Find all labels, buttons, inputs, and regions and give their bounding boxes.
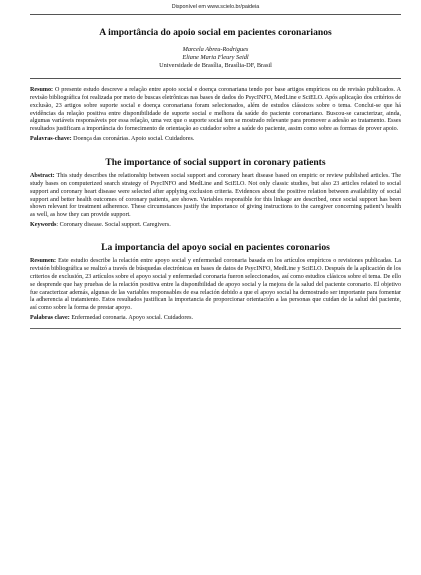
abstract-text-spanish: Este estudio describe la relación entre apoyo social y enfermedad coronaria basada en los artículos empíricos o revisiones publicadas. La revisión bibliográfica se realizó a través de búsquedas electrónicas en bases de datos de PsycINFO, MedLine y SciELO. Después de la aplicación de los criterios de exclusión, 23 artículos sobre el apoyo social y enfermedad coronaria fueron seleccionados, así como estudios clásicos sobre el tema. De ello se desprende que hay pruebas de la relación positiva entre la disponibilidad de apoyo social y la mejora de la salud del paciente coronario. El objetivo fue caracterizar además, algunas de las variables responsables de esa relación debido a que el apoyo social ha demostrado ser importante para fomentar la adherencia al tratamiento. Estos resultados justifican la importancia de proporcionar orientación a las personas que cuidan de la salud del paciente, así como sobre la forma de prestar apoyo. (30, 258, 401, 312)
header-url[interactable]: Disponível em www.scielo.br/paideia (171, 4, 260, 10)
keywords-label-portuguese: Palavras-chave: (30, 136, 72, 143)
abstract-text-portuguese: O presente estudo descreve a relação entre apoio social e doença coronariana tendo por base artigos empíricos ou de revisão publicados. A revisão bibliográfica foi realizada por meio de buscas eletrônicas nas bases de dados do PsycINFO, MedLine e SciELO. Após aplicação dos critérios de exclusão, 23 artigos sobre suporte social e doença coronariana foram selecionados, além de estudos clássicos sobre o tema. Conclui-se que há evidências da relação positiva entre disponibilidade de suporte social e melhora da saúde do paciente coronariano. Buscou-se caracterizar, ainda, algumas variáveis responsáveis por essa relação, uma vez que o suporte social tem se mostrado relevante para promover a adesão ao tratamento. Esses resultados justificam a importância do fornecimento de orientação ao cuidador sobre a saúde do paciente, assim como sobre as formas de prover apoio. (30, 87, 401, 133)
keywords-label-spanish: Palabras clave: (30, 315, 70, 322)
keywords-text-english: : Coronary disease. Social support. Caregivers. (56, 222, 171, 229)
article-page (30, 0, 401, 329)
abstract-text-english: This study describes the relationship between social support and coronary heart disease based on empiric or review published articles. The study bases on computerized search strategy of PsycINFO and MedLine and SciELO. Not only classic studies, but also 23 articles related to social support and coronary heart disease were selected after applying exclusion criteria. Evidences about the positive relation between availability of social support and better health outcomes of coronary patients, are shown. Variables responsible for this linkage are described, once social support has been shown relevant for treatment adherence. These circumstances justify the importance of giving instructions to the caregiver concerning patient’s health as well, as how they can provide support. (30, 173, 401, 219)
abstract-spanish (30, 258, 401, 313)
title-portuguese: A importância do apoio social em pacientes coronarianos (99, 27, 332, 38)
keywords-spanish (30, 314, 401, 322)
bottom-rule (30, 328, 401, 329)
affiliation: Universidade de Brasília, Brasília-DF, Brasil (159, 62, 272, 69)
keywords-english (30, 221, 401, 229)
author-block (30, 46, 401, 70)
keywords-text-portuguese: Doença das coronárias. Apoio social. Cuidadores. (73, 136, 195, 143)
author-2: Eliane Maria Fleury Seidl (182, 54, 249, 61)
author-1: Marcela Abreu-Rodrigues (182, 46, 249, 53)
title-english: The importance of social support in coronary patients (105, 157, 326, 169)
abstract-label-portuguese: Resumo: (30, 87, 54, 93)
keywords-portuguese (30, 135, 401, 143)
keywords-text-spanish: Enfermedad coronaria. Apoyo social. Cuidadores. (71, 315, 193, 322)
keywords-label-english: Keywords (30, 222, 57, 229)
abstract-portuguese (30, 87, 401, 134)
abstract-label-spanish: Resumen: (30, 258, 57, 265)
abstract-english (30, 173, 401, 220)
title-spanish: La importancia del apoyo social en pacientes coronarios (101, 242, 330, 254)
abstract-label-english: Abstract: (30, 173, 55, 180)
abstract-top-rule (30, 78, 401, 79)
header-rule (30, 14, 401, 15)
